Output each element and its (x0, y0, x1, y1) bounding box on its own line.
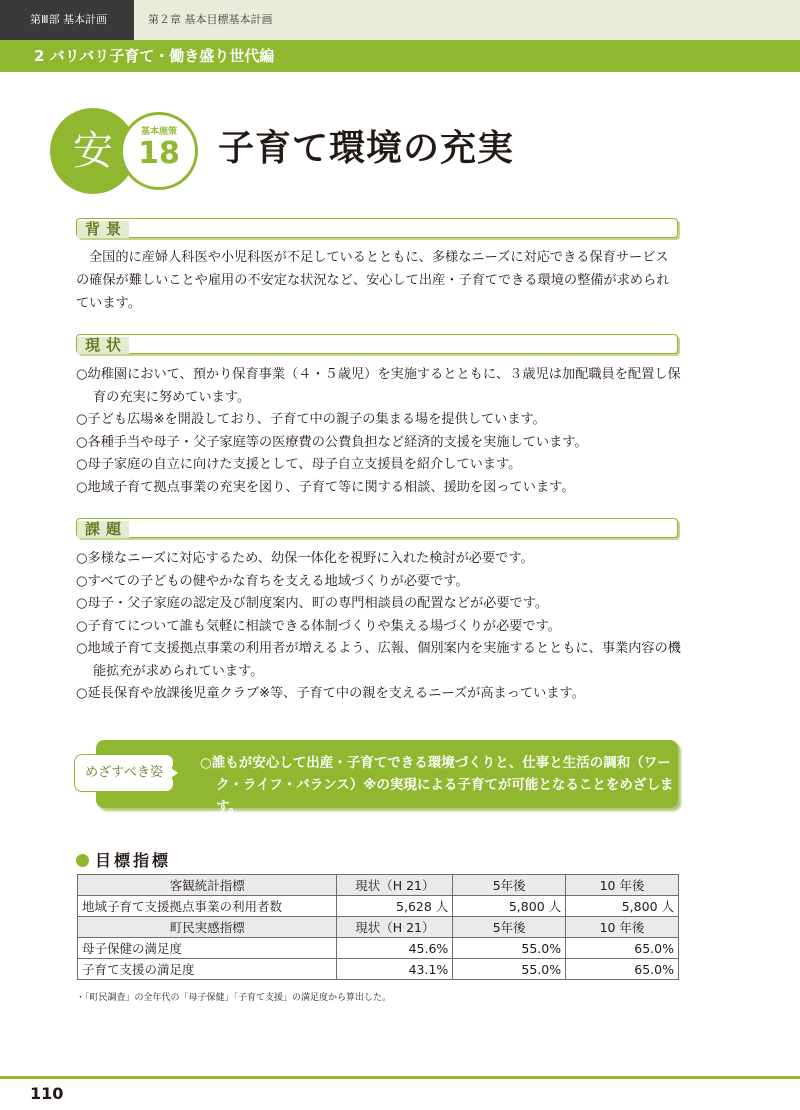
list-item: ○母子家庭の自立に向けた支援として、母子自立支援員を紹介しています。 (76, 457, 522, 472)
policy-number: 18 (138, 136, 180, 171)
table-cell: 地域子育て支援拠点事業の利用者数 (78, 896, 337, 917)
list-item: ○延長保育や放課後児童クラブ※等、子育て中の親を支えるニーズが高まっています。 (76, 686, 585, 701)
background-heading (76, 218, 678, 238)
table-cell: 65.0% (566, 959, 679, 980)
table-cell: 客観統計指標 (78, 875, 337, 896)
table-cell: 10 年後 (566, 917, 679, 938)
indicators-title (76, 848, 171, 871)
table-cell: 55.0% (453, 938, 566, 959)
table-cell: 65.0% (566, 938, 679, 959)
bullet-dot-icon (76, 854, 89, 867)
current-heading-label: 現状 (77, 337, 129, 354)
table-cell: 43.1% (337, 959, 453, 980)
list-item: ○地域子育て拠点事業の充実を図り、子育て等に関する相談、援助を図っています。 (76, 479, 575, 495)
chapter-label: 第２章 基本目標基本計画 (134, 0, 800, 40)
table-cell: 5,800 人 (453, 896, 566, 917)
list-item: ○子ども広場※を開設しており、子育て中の親子の集まる場を提供しています。 (76, 412, 546, 427)
list-item: ○多様なニーズに対応するため、幼保一体化を視野に入れた検討が必要です。 (76, 551, 534, 566)
table-cell: 5年後 (453, 875, 566, 896)
list-item: ○母子・父子家庭の認定及び制度案内、町の専門相談員の配置などが必要です。 (76, 596, 549, 611)
table-row (78, 938, 679, 959)
table-cell: 45.6% (337, 938, 453, 959)
table-cell: 10 年後 (566, 875, 679, 896)
page-title: 子育て環境の充実 (218, 128, 515, 169)
goal-label: めざすべき姿 (74, 754, 174, 792)
issues-heading-label: 課題 (77, 521, 129, 538)
part-label: 第Ⅲ部 基本計画 (0, 0, 134, 40)
indicators-title-text: 目標指標 (95, 851, 172, 870)
issues-heading (76, 518, 678, 538)
top-header-bar (0, 0, 800, 40)
table-cell: 町民実感指標 (78, 917, 337, 938)
background-heading-label: 背景 (77, 221, 129, 238)
indicators-table (77, 874, 679, 980)
section-title: 2 バリバリ子育て・働き盛り世代編 (0, 40, 800, 72)
table-row (78, 896, 679, 917)
current-list (76, 364, 682, 499)
current-heading (76, 334, 678, 354)
page-number: 110 (30, 1084, 64, 1103)
goal-pointer-inner (171, 768, 178, 778)
table-cell: 5,800 人 (566, 896, 679, 917)
background-text: 全国的に産婦人科医や小児科医が不足しているとともに、多様なニーズに対応できる保育サービスの確保が難しいことや雇用の不安定な状況など、安心して出産・子育てできる環境の整備が求められています。 (76, 250, 670, 311)
table-cell: 母子保健の満足度 (78, 938, 337, 959)
table-cell: 現状（H 21） (337, 875, 453, 896)
table-cell: 5,628 人 (337, 896, 453, 917)
list-item: ○子育てについて誰も気軽に相談できる体制づくりや集える場づくりが必要です。 (76, 618, 561, 634)
issues-list (76, 548, 682, 706)
table-cell: 子育て支援の満足度 (78, 959, 337, 980)
goal-text: ○誰もが安心して出産・子育てできる環境づくりと、仕事と生活の調和（ワーク・ライフ・バランス）※の実現による子育てが可能となることをめざします。 (200, 755, 674, 815)
table-cell: 5年後 (453, 917, 566, 938)
footer-rule (0, 1076, 800, 1079)
category-badge: 安 (50, 108, 136, 194)
list-item: ○各種手当や母子・父子家庭等の医療費の公費負担など経済的支援を実施しています。 (76, 434, 588, 450)
table-cell: 現状（H 21） (337, 917, 453, 938)
policy-label: 基本施策 (140, 127, 177, 137)
list-item: ○すべての子どもの健やかな育ちを支える地域づくりが必要です。 (76, 573, 469, 589)
table-header-row (78, 917, 679, 938)
table-note: ・「町民調査」の全年代の「母子保健」「子育て支援」の満足度から算出した。 (76, 993, 392, 1003)
list-item: ○地域子育て支援拠点事業の利用者が増えるよう、広報、個別案内を実施するとともに、事業内容の機能拡充が求められています。 (76, 641, 681, 679)
policy-number-badge (120, 112, 198, 190)
table-header-row (78, 875, 679, 896)
table-row (78, 959, 679, 980)
table-cell: 55.0% (453, 959, 566, 980)
list-item: ○幼稚園において、預かり保育事業（４・５歳児）を実施するとともに、３歳児は加配職員を配置し保育の充実に努めています。 (76, 367, 681, 405)
